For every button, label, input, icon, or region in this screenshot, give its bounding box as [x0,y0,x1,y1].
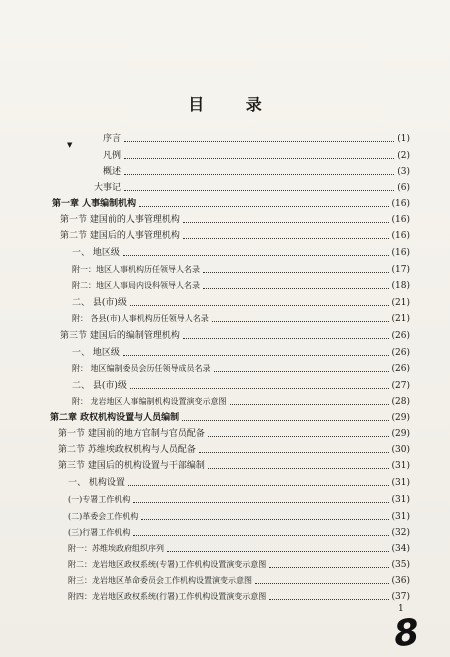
dot-leader [124,189,394,191]
dot-leader [269,566,388,568]
toc-subsection [72,379,410,393]
dot-leader [123,354,389,356]
toc-entry-label: 附三：龙岩地区革命委员会工作机构设置演变示意图 [68,576,252,585]
toc-entry-page: (31) [391,512,410,522]
toc-entry-page: (31) [391,478,410,488]
toc-entry-page: (29) [391,413,410,423]
toc-entry-page: (26) [391,348,410,358]
toc-entry-label: 第二节 苏维埃政权机构与人员配备 [58,445,196,455]
toc-entry-label: 附四：龙岩地区政权系统(行署)工作机构设置演变示意图 [68,592,267,601]
toc-section [60,213,410,227]
toc-entry-page: (32) [391,528,410,538]
toc-entry-page: (1) [397,134,410,144]
toc-entry [94,181,410,195]
toc-entry-page: (26) [391,364,410,374]
toc-entry-label: 二、 县(市)级 [72,298,127,308]
toc-entry-label: 第一章 人事编制机构 [52,199,137,209]
toc-item [68,526,410,540]
dot-leader [208,435,389,437]
dot-leader [139,205,388,207]
toc-entry-page: (35) [391,560,410,570]
dot-leader [183,221,389,223]
triangle-mark-icon: ▼ [67,141,73,149]
toc-entry-page: (26) [391,331,410,341]
toc-section [58,427,410,441]
dot-leader [133,534,388,536]
toc-entry-label: 附： 各县(市)人事机构历任领导人名录 [72,314,209,323]
dot-leader [167,550,389,552]
toc-entry-page: (17) [391,265,410,275]
toc-entry-label: 附二：龙岩地区政权系统(专署)工作机构设置演变示意图 [68,560,267,569]
dot-leader [141,518,388,520]
dot-leader [255,582,389,584]
toc-entry [103,149,410,163]
toc-appendix [72,395,410,409]
dot-leader [203,287,389,289]
dot-leader [182,419,388,421]
toc-entry-page: (36) [391,576,410,586]
toc-entry-label: 第二章 政权机构设置与人员编制 [50,413,180,423]
toc-entry-page: (2) [397,151,410,161]
dot-leader [212,320,389,322]
toc-appendix [72,279,410,293]
dot-leader [208,467,389,469]
dot-leader [199,451,389,453]
page-title: 目 录 [188,95,280,114]
toc-entry-page: (34) [391,544,410,554]
toc-entry-label: 第三节 建国后的编制管理机构 [60,331,180,341]
toc-entry-page: (28) [391,397,410,407]
toc-entry-label: 大事记 [94,183,122,193]
toc-entry-label: (一)专署工作机构 [68,495,131,504]
toc-appendix [68,590,410,604]
toc-entry-page: (37) [391,592,410,602]
toc-entry [103,132,410,146]
page-number: 1 [398,604,404,614]
toc-subsection [72,346,410,360]
toc-chapter [50,411,410,425]
toc-entry-label: 附： 龙岩地区人事编制机构设置演变示意图 [72,397,227,406]
dot-leader [124,140,394,142]
dot-leader [183,337,389,339]
toc-entry-page: (27) [391,381,410,391]
toc-entry [103,165,410,179]
toc-entry-label: 附一：苏维埃政府组织序列 [68,544,164,553]
toc-item [68,493,410,507]
toc-section [60,229,410,243]
toc-section [60,329,410,343]
dot-leader [124,157,394,159]
toc-entry-label: 一、 地区级 [72,348,120,358]
toc-entry-label: 第一节 建国前的人事管理机构 [60,215,180,225]
toc-entry-label: 序言 [103,134,122,144]
toc-chapter [52,197,410,211]
toc-entry-label: 凡例 [103,151,122,161]
toc-entry-label: 一、 地区级 [72,248,120,258]
toc-entry-label: 第三节 建国后的机构设置与干部编制 [58,461,205,471]
toc-subsection [72,246,410,260]
dot-leader [128,484,389,486]
toc-appendix [72,362,410,376]
toc-entry-label: 附一：地区人事机构历任领导人名录 [72,265,200,274]
toc-entry-page: (18) [391,281,410,291]
toc-entry-page: (29) [391,429,410,439]
toc-appendix [68,558,410,572]
dot-leader [203,271,389,273]
handwritten-number: 8 [391,611,422,656]
toc-entry-page: (21) [391,298,410,308]
dot-leader [130,387,389,389]
dot-leader [183,237,389,239]
dot-leader [214,370,389,372]
dot-leader [230,403,389,405]
dot-leader [124,173,394,175]
toc-entry-page: (16) [391,215,410,225]
toc-entry-label: 一、 机构设置 [68,478,125,488]
toc-entry-page: (30) [391,445,410,455]
toc-entry-label: (二)革委会工作机构 [68,512,139,521]
toc-entry-label: 二、 县(市)级 [72,381,127,391]
toc-entry-page: (31) [391,461,410,471]
toc-entry-label: 第一节 建国前的地方官制与官员配备 [58,429,205,439]
toc-subsection [72,296,410,310]
toc-section [58,443,410,457]
toc-entry-page: (6) [397,183,410,193]
toc-entry-label: (三)行署工作机构 [68,528,131,537]
toc-entry-page: (3) [397,167,410,177]
toc-section [58,459,410,473]
toc-item [68,510,410,524]
toc-entry-page: (16) [391,231,410,241]
toc-entry-page: (21) [391,314,410,324]
toc-appendix [72,263,410,277]
toc-appendix [68,542,410,556]
toc-appendix [72,312,410,326]
dot-leader [130,304,389,306]
toc-subsection [68,476,410,490]
toc-entry-page: (16) [391,248,410,258]
dot-leader [123,254,389,256]
toc-entry-label: 附二：地区人事局内设科领导人名录 [72,281,200,290]
toc-entry-label: 第二节 建国后的人事管理机构 [60,231,180,241]
toc-entry-label: 概述 [103,167,122,177]
dot-leader [269,598,388,600]
toc-appendix [68,574,410,588]
toc-entry-label: 附： 地区编制委员会历任领导成员名录 [72,364,211,373]
dot-leader [133,501,388,503]
toc-entry-page: (16) [391,199,410,209]
toc-entry-page: (31) [391,495,410,505]
